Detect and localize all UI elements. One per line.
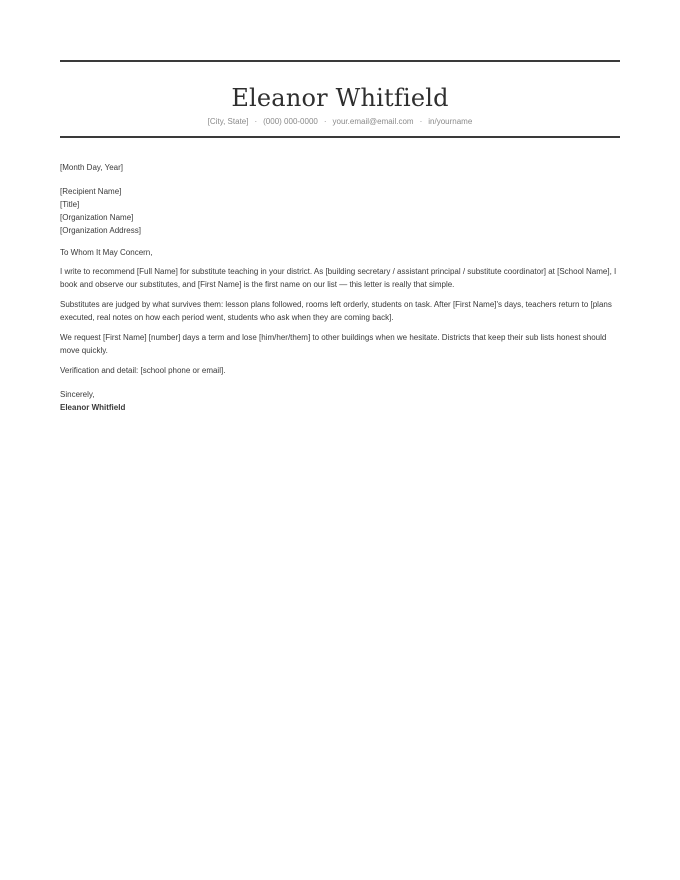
recipient-title: [Title]	[60, 199, 80, 209]
letter-page	[60, 0, 620, 415]
body-paragraph: Verification and detail: [school phone or email].	[60, 366, 226, 376]
contact-separator: ·	[254, 117, 258, 126]
contact-linkedin: in/yourname	[428, 117, 473, 126]
signer-name: Eleanor Whitfield	[60, 403, 126, 413]
recipient-name: [Recipient Name]	[60, 186, 122, 196]
salutation: To Whom It May Concern,	[60, 247, 153, 257]
bottom-divider	[60, 136, 620, 138]
recipient-block	[60, 185, 620, 238]
body-paragraph: Substitutes are judged by what survives them: lesson plans followed, rooms left orderly, students on task. After [First Name]'s days, teachers return to [plans executed, real notes on how each period went, students who ask when they are coming back].	[60, 300, 612, 322]
contact-phone: (000) 000-0000	[263, 117, 318, 126]
contact-separator: ·	[323, 117, 327, 126]
contact-email: your.email@email.com	[332, 117, 414, 126]
contact-line	[60, 116, 620, 128]
top-divider	[60, 60, 620, 62]
contact-location: [City, State]	[207, 117, 249, 126]
sender-name: Eleanor Whitfield	[231, 84, 449, 112]
recipient-organization: [Organization Name]	[60, 213, 134, 223]
body-paragraph: I write to recommend [Full Name] for substitute teaching in your district. As [building secretary / assistant principal / substitute coordinator] at [School Name], I book and observe our substitutes, and [First Name] is the first name on our list — this letter is really that simple.	[60, 267, 617, 289]
letter-date: [Month Day, Year]	[60, 163, 123, 172]
body-paragraph: We request [First Name] [number] days a term and lose [him/her/them] to other buildings when we hesitate. Districts that keep their sub lists honest should move quickly.	[60, 333, 607, 355]
contact-separator: ·	[419, 117, 423, 126]
recipient-address: [Organization Address]	[60, 226, 141, 236]
closing: Sincerely,	[60, 389, 95, 399]
